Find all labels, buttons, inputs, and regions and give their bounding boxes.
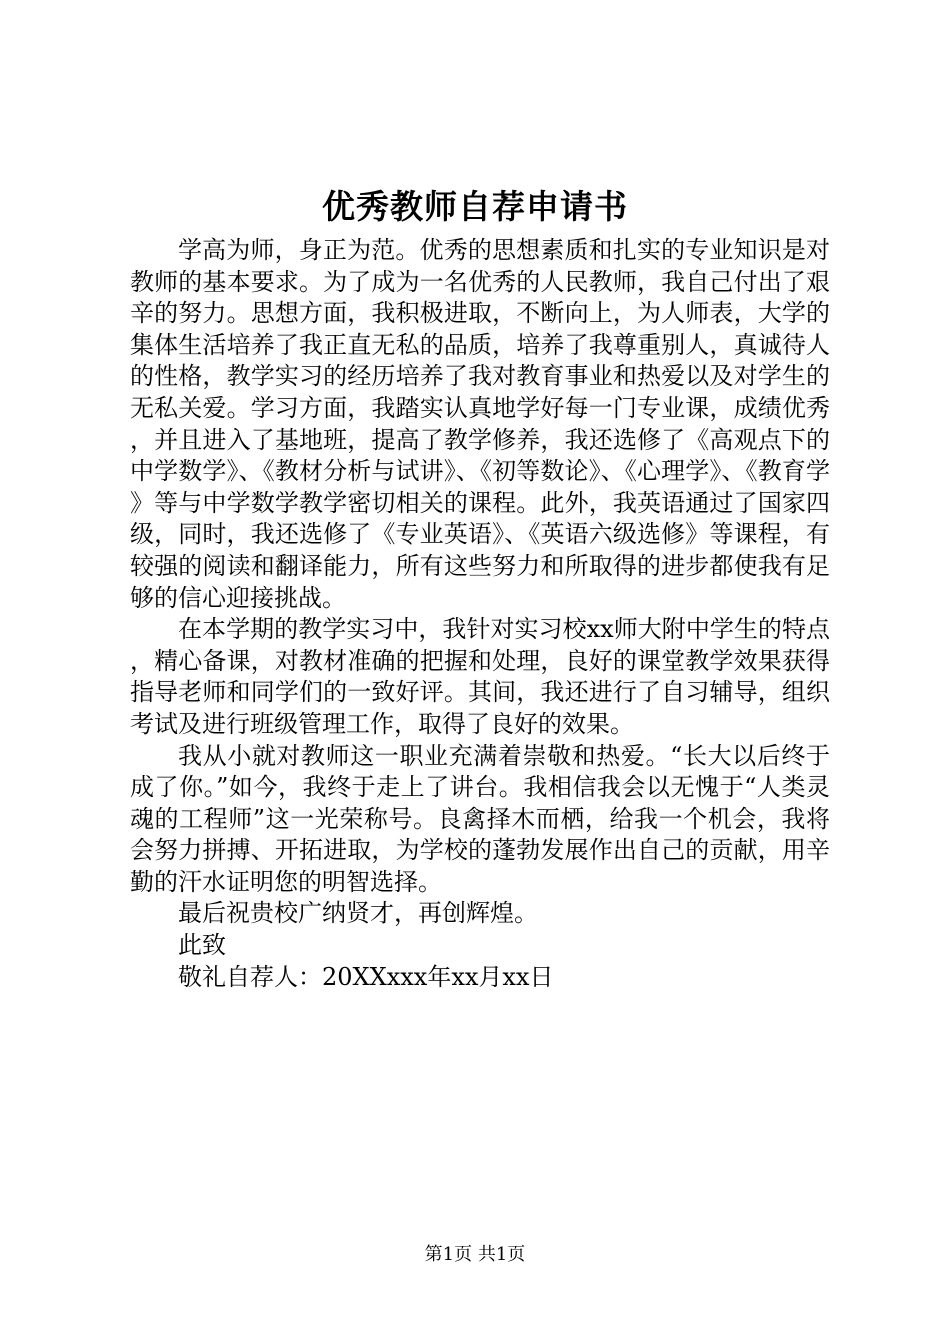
paragraph-closing-wish: 最后祝贵校广纳贤才，再创辉煌。	[178, 899, 538, 928]
document-body	[130, 235, 830, 993]
paragraph-intro: 学高为师，身正为范。优秀的思想素质和扎实的专业知识是对教师的基本要求。为了成为一名优秀的人民教师，我自己付出了艰辛的努力。思想方面，我积极进取，不断向上，为人师表，大学的集体生活培养了我正直无私的品质，培养了我尊重别人，真诚待人的性格，教学实习的经历培养了我对教育事业和热爱以及对学生的无私关爱。学习方面，我踏实认真地学好每一门专业课，成绩优秀，并且进入了基地班，提高了教学修养，我还选修了《高观点下的中学数学》、《教材分析与试讲》、《初等数论》、《心理学》、《教育学》等与中学数学教学密切相关的课程。此外，我英语通过了国家四级，同时，我还选修了《专业英语》、《英语六级选修》等课程，有较强的阅读和翻译能力，所有这些努力和所取得的进步都使我有足够的信心迎接挑战。	[130, 236, 830, 612]
page-footer: 第1页 共1页	[424, 1244, 526, 1265]
paragraph-internship: 在本学期的教学实习中，我针对实习校xx师大附中学生的特点，精心备课，对教材准确的把握和处理，良好的课堂教学效果获得指导老师和同学们的一致好评。其间，我还进行了自习辅导，组织考试及进行班级管理工作，取得了良好的效果。	[130, 615, 830, 738]
paragraph-signature-date: 敬礼自荐人：20XXxxx年xx月xx日	[178, 962, 554, 991]
document-title: 优秀教师自荐申请书	[322, 187, 628, 226]
paragraph-salutation: 此致	[178, 931, 226, 960]
paragraph-aspiration: 我从小就对教师这一职业充满着崇敬和热爱。“长大以后终于成了你。”如今，我终于走上了讲台。我相信我会以无愧于“人类灵魂的工程师”这一光荣称号。良禽择木而栖，给我一个机会，我将会努力拼搏、开拓进取，为学校的蓬勃发展作出自己的贡献，用辛勤的汗水证明您的明智选择。	[130, 741, 830, 896]
